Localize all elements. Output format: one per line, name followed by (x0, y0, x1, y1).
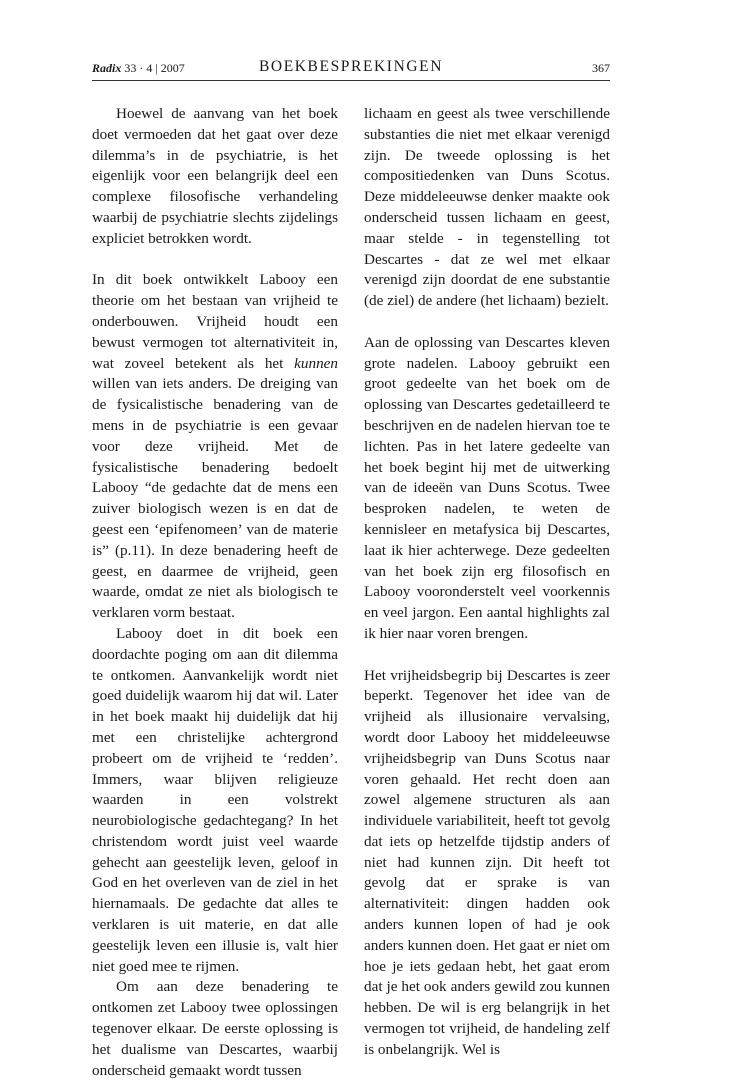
journal-issue: 33 · 4 | 2007 (124, 61, 185, 75)
right-column (364, 104, 610, 1061)
text-span: In dit boek ontwikkelt Labooy een theorie om het bestaan van vrijheid te onderbouwen. Vrijheid houdt een bewust vermogen tot alternativiteit in, wat zoveel betekent als het (92, 271, 338, 372)
section-title: BOEKBESPREKINGEN (258, 58, 444, 75)
text-span: willen van iets anders. De dreiging van de fysicalistische benadering van de mens in de psychiatrie is een gevaar voor deze vrijheid. Met de fysicalistische benadering bedoelt Labooy “de gedachte dat de mens een zuiver biologisch wezen is en dat de geest een ‘epifenomeen’ van de materie is” (p.11). In deze benadering heeft de geest, en daarmee de vrijheid, geen waarde, omdat ze niet als biologisch te verklaren vorm bestaat. (92, 375, 338, 622)
paragraph: Aan de oplossing van Descartes kleven grote nadelen. Labooy gebruikt een groot gedeelte van het boek om de oplossing van Descartes gedetailleerd te beschrijven en de nadelen hiervan toe te lichten. Pas in het latere gedeelte van het boek begint hij met de uitwerking van de ideeën van Duns Scotus. Twee besproken nadelen, te weten de kennisleer en metafysica bij Descartes, laat ik hier achterwege. Deze gedeelten van het boek zijn erg filosofisch en Labooy vooronderstelt veel voorkennis en veel jargon. Een aantal highlights zal ik hier naar voren brengen. (364, 333, 610, 642)
emphasis: kunnen (294, 354, 338, 372)
paragraph: Om aan deze benadering te ontkomen zet Labooy twee oplossingen tegenover elkaar. De eerste oplossing is het dualisme van Descartes, waarbij onderscheid gemaakt wordt tussen (92, 978, 338, 1079)
paragraph (92, 270, 338, 624)
paragraph: Het vrijheidsbegrip bij Descartes is zeer beperkt. Tegenover het idee van de vrijheid als illusionaire vervalsing, wordt door Labooy het middeleeuwse vrijheidsbegrip van Duns Scotus naar voren gehaald. Het recht doen aan zowel algemene structuren als aan individuele variabiliteit, heeft tot gevolg dat iets op hetzelfde tijdstip anders of niet had kunnen zijn. Dit heeft tot gevolg dat er sprake is van alternativiteit: dingen hadden ook anders kunnen lopen of had je ook anders kunnen doen. Het gaat er niet om hoe je iets gedaan hebt, het gaat erom dat je het ook anders gewild zou kunnen hebben. De wil is erg belangrijk in het vermogen tot vrijheid, de handeling zelf is onbelangrijk. Wel is (364, 666, 610, 1058)
journal-name: Radix (92, 61, 122, 75)
left-column (92, 104, 338, 1081)
paragraph: Labooy doet in dit boek een doordachte poging om aan dit dilemma te ontkomen. Aanvankelijk wordt niet goed duidelijk waarom hij dat wil. Later in het boek maakt hij duidelijk dat hij met een christelijke achtergrond probeert om de vrijheid te ‘redden’. Immers, waar blijven religieuze waarden in een volstrekt neurobiologische gedachtegang? In het christendom wordt juist veel waarde gehecht aan geestelijk leven, geloof in God en het overleven van de ziel in het hiernamaals. De gedachte dat alles te verklaren is uit materie, en dat alle geestelijk leven een illusie is, valt hier niet goed mee te rijmen. (92, 624, 338, 975)
page-number: 367 (592, 61, 610, 75)
running-header (92, 58, 610, 81)
paragraph: Hoewel de aanvang van het boek doet vermoeden dat het gaat over deze dilemma’s in de psychiatrie, is het eigenlijk voor een belangrijk deel een complexe filosofische verhandeling waarbij de psychiatrie slechts zijdelings expliciet betrokken wordt. (92, 105, 338, 247)
paragraph: lichaam en geest als twee verschillende substanties die niet met elkaar verenigd zijn. De tweede oplossing is het compositiedenken van Duns Scotus. Deze middeleeuwse denker maakte ook onderscheid tussen lichaam en geest, maar stelde - in tegenstelling tot Descartes - dat ze wel met elkaar verenigd zijn doordat de ene substantie (de ziel) de andere (het lichaam) bezielt. (364, 105, 610, 310)
